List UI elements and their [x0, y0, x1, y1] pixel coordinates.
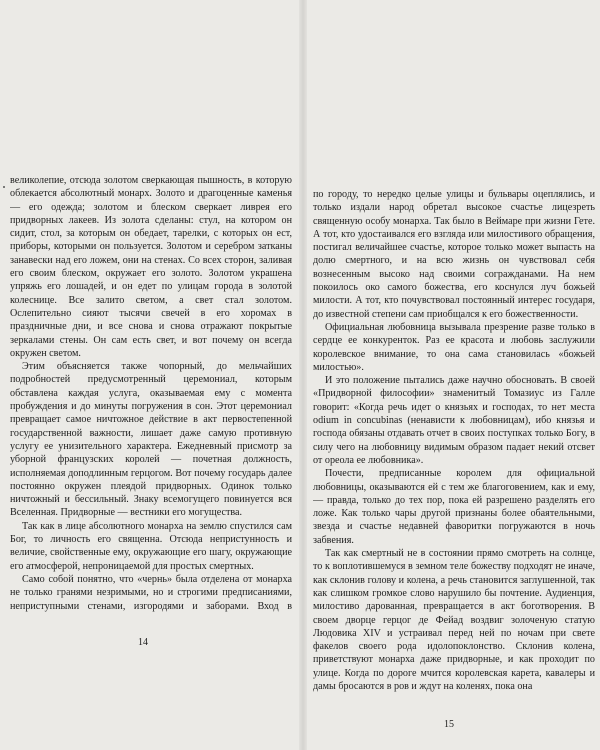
right-paragraph-5: Так как смертный не в состоянии прямо смотреть на солнце, то к воплотившемуся в земном теле божеству подходят не иначе, как склонив голову и колена, а речь становится заглушенной, так как слишком громкое слово нарушило бы почтение. Аудиенция, милостиво дарованная, превращается в акт боготворения. В своем дворце герцог де Фейад воздвиг золоченую статую Людовика XIV и устраивал перед ней по ночам при свете факелов своего рода идолопоклонство. Склонив колена, приветствуют монарха даже придворные, и как проходит по улице. Когда по дороге мчится королевская карета, кавалеры и дамы бросаются в ров и ждут на коленях, пока она — [313, 548, 595, 692]
right-paragraph-2: Официальная любовница вызывала презрение разве только в сердце ее конкуренток. Раз ее красота и любовь заслужили королевское внимание, то она сама становилась «божьей милостью». — [313, 321, 595, 373]
right-paragraph-4: Почести, предписанные королем для официальной любовницы, оказываются ей с тем же благоговением, как и ему, — правда, только до тех пор, пока ей разрешено разделять его ложе. Как только чары другой признаны более обаятельными, звезда и счастье недавней фаворитки погружаются в ночь забвения. — [313, 468, 595, 546]
left-page-number: 14 — [138, 637, 148, 648]
book-gutter — [299, 0, 307, 750]
left-page — [10, 174, 292, 614]
left-paragraph-1: великолепие, отсюда золотом сверкающая пышность, в которую облекается абсолютный монарх. Золото и драгоценные каменья — его одежда; золотом и блеском сверкает ливрея его придворных лакеев. Из золота сделаны: стул, на котором он сидит, стол, за которым он обедает, тарелки, с которых он ест, приборы, которыми он пользуется. Золотом и серебром затканы занавески над его ложем, они на стенах. Со всех сторон, заливая его своим блеском, окружает его золото. Золотом украшена упряжь его лошадей, и он едет по улицам города в золотой колеснице. Все залито светом, а свет стал золотом. Ослепительно сияют тысячи свечей в его хоромах в праздничные дни, и все снова и снова отражают покрытые зеркалами стены. Он сам есть свет, и вот почему он всегда окружен светом. — [10, 175, 292, 359]
left-paragraph-2: Этим объясняется также чопорный, до мельчайших подробностей предусмотренный церемониал, которым обставлена каждая услуга, оказываемая ему с момента пробуждения и до минуты погружения в сон. Этот церемониал превращает самое ничтожное действие в акт первостепенной государственной важности, лишает даже самую противную услугу ее унизительного характера. Ежедневный присмотр за уборной французских королей — почетная должность, исполняемая доподлинным герцогом. Вот почему государь далее постоянно окружен плеядой придворных. Одинок только ничтожный и бессильный. Знаку всемогущего повинуется вся Вселенная. Придворные — вестники его могущества. — [10, 361, 292, 519]
right-paragraph-1: по городу, то нередко целые улицы и бульвары оцеплялись, и только издали народ обретал высокое счастье лицезреть священную особу монарха. Так было в Веймаре при жизни Гете. А тот, кто удостаивался его взгляда или милостивого обращения, постигал величайшее счастье, которое только может выпасть на долю смертного, и на всю жизнь он чувствовал себя вознесенным высоко над своими согражданами. На нем покоилось око самого божества, его коснулся луч божьей милости. А тот, кто почувствовал постоянный интерес государя, до известной степени сам приобщался к его божественности. — [313, 189, 595, 320]
left-paragraph-3: Так как в лице абсолютного монарха на землю спустился сам Бог, то личность его священна. Отсюда непристунность и величие, свойственные ему, окружающие его шагу, окружающие его атмосферой, непроницаемой для простых смертных. — [10, 520, 292, 572]
print-speck — [3, 186, 5, 188]
right-page-number: 15 — [444, 719, 454, 730]
right-paragraph-3: И это положение пытались даже научно обосновать. В своей «Придворной философии» знаменитый Томазиус из Галле говорит: «Когда речь идет о князьях и господах, то нет места odium in concubinas (ненависти к любовницам), ибо князья и господа обязаны отдавать отчет в своих поступках только Богу, в силу чего на любовницу видимым образом падает некий отсвет от ореола ее любовника». — [313, 375, 595, 466]
left-paragraph-4: Само собой понятно, что «чернь» была отделена от монарха не только гранями незримыми, но и строгими предписаниями, неприступными стенами, изгородями и заборами. Вход в — [10, 573, 292, 612]
right-page — [313, 188, 595, 723]
